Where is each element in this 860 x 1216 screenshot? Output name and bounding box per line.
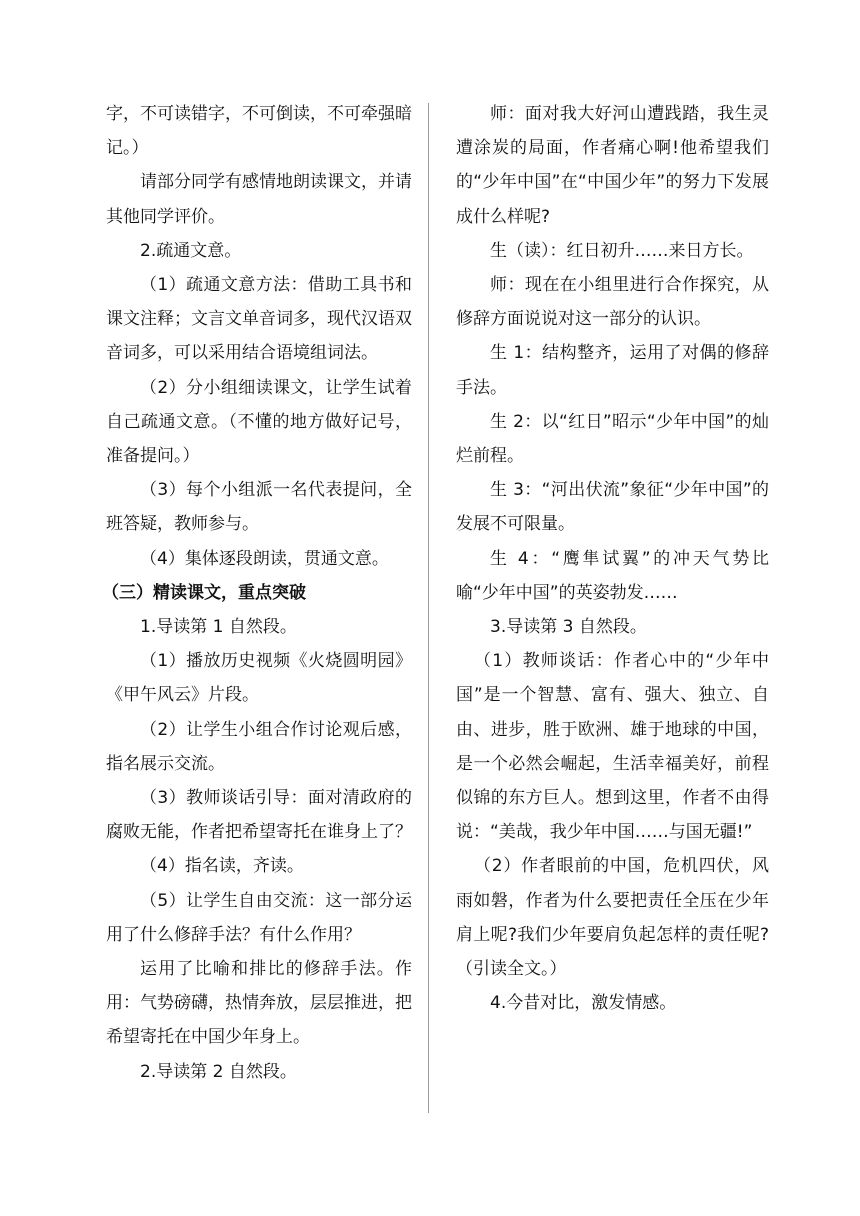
section-heading: （三）精读课文，重点突破 [102, 582, 306, 603]
paragraph: 2.导读第 2 自然段。 [140, 1061, 297, 1082]
paragraph: 字，不可读错字，不可倒读，不可牵强暗记。） [106, 104, 412, 159]
paragraph: 师：面对我大好河山遭践踏，我生灵遭涂炭的局面，作者痛心啊!他希望我们的“少年中国”在“中国少年”的努力下发展成什么样呢? [456, 104, 769, 227]
paragraph: 请部分同学有感情地朗读课文，并请其他同学评价。 [106, 172, 412, 227]
paragraph: 师：现在在小组里进行合作探究，从修辞方面说说对这一部分的认识。 [456, 275, 769, 330]
paragraph: （1）疏通文意方法：借助工具书和课文注释；文言文单音词多，现代汉语双音词多，可以采用结合语境组词法。 [106, 275, 412, 364]
paragraph: （3）每个小组派一名代表提问，全班答疑，教师参与。 [106, 480, 412, 535]
column-divider [428, 103, 429, 1113]
paragraph: 生 1：结构整齐，运用了对偶的修辞手法。 [456, 343, 769, 398]
paragraph: 2.疏通文意。 [140, 240, 242, 261]
paragraph: （4）指名读，齐读。 [140, 856, 304, 877]
paragraph: （5）让学生自由交流：这一部分运用了什么修辞手法？有什么作用？ [106, 890, 412, 945]
paragraph: 3.导读第 3 自然段。 [490, 617, 647, 638]
paragraph: （2）让学生小组合作讨论观后感，指名展示交流。 [106, 719, 412, 774]
paragraph: （1）播放历史视频《火烧圆明园》《甲午风云》片段。 [106, 651, 412, 706]
paragraph: （2）分小组细读课文，让学生试着自己疏通文意。（不懂的地方做好记号，准备提问。） [106, 377, 412, 467]
left-column [102, 97, 412, 1089]
paragraph: 生（读）：红日初升……来日方长。 [490, 240, 754, 261]
right-column [456, 97, 769, 1020]
paragraph: 生 4：“鹰隼试翼”的冲天气势比喻“少年中国”的英姿勃发…… [456, 548, 769, 603]
paragraph: 运用了比喻和排比的修辞手法。作用：气势磅礴，热情奔放，层层推进，把希望寄托在中国少年身上。 [106, 959, 412, 1048]
paragraph: （1）教师谈话：作者心中的“少年中国”是一个智慧、富有、强大、独立、自由、进步，胜于欧洲、雄于地球的中国，是一个必然会崛起，生活幸福美好，前程似锦的东方巨人。想到这里，作者不由得说：“美哉，我少年中国……与国无疆!” [456, 651, 769, 843]
paragraph: （4）集体逐段朗读，贯通文意。 [140, 548, 389, 569]
paragraph: 4.今昔对比，激发情感。 [490, 993, 677, 1014]
paragraph: 1.导读第 1 自然段。 [140, 617, 297, 638]
paragraph: 生 2：以“红日”昭示“少年中国”的灿烂前程。 [456, 411, 769, 467]
paragraph: 生 3：“河出伏流”象征“少年中国”的发展不可限量。 [456, 480, 769, 535]
paragraph: （3）教师谈话引导：面对清政府的腐败无能，作者把希望寄托在谁身上了？ [106, 788, 412, 843]
paragraph: （2）作者眼前的中国，危机四伏，风雨如磐，作者为什么要把责任全压在少年肩上呢?我们少年要肩负起怎样的责任呢?（引读全文。） [456, 856, 769, 980]
